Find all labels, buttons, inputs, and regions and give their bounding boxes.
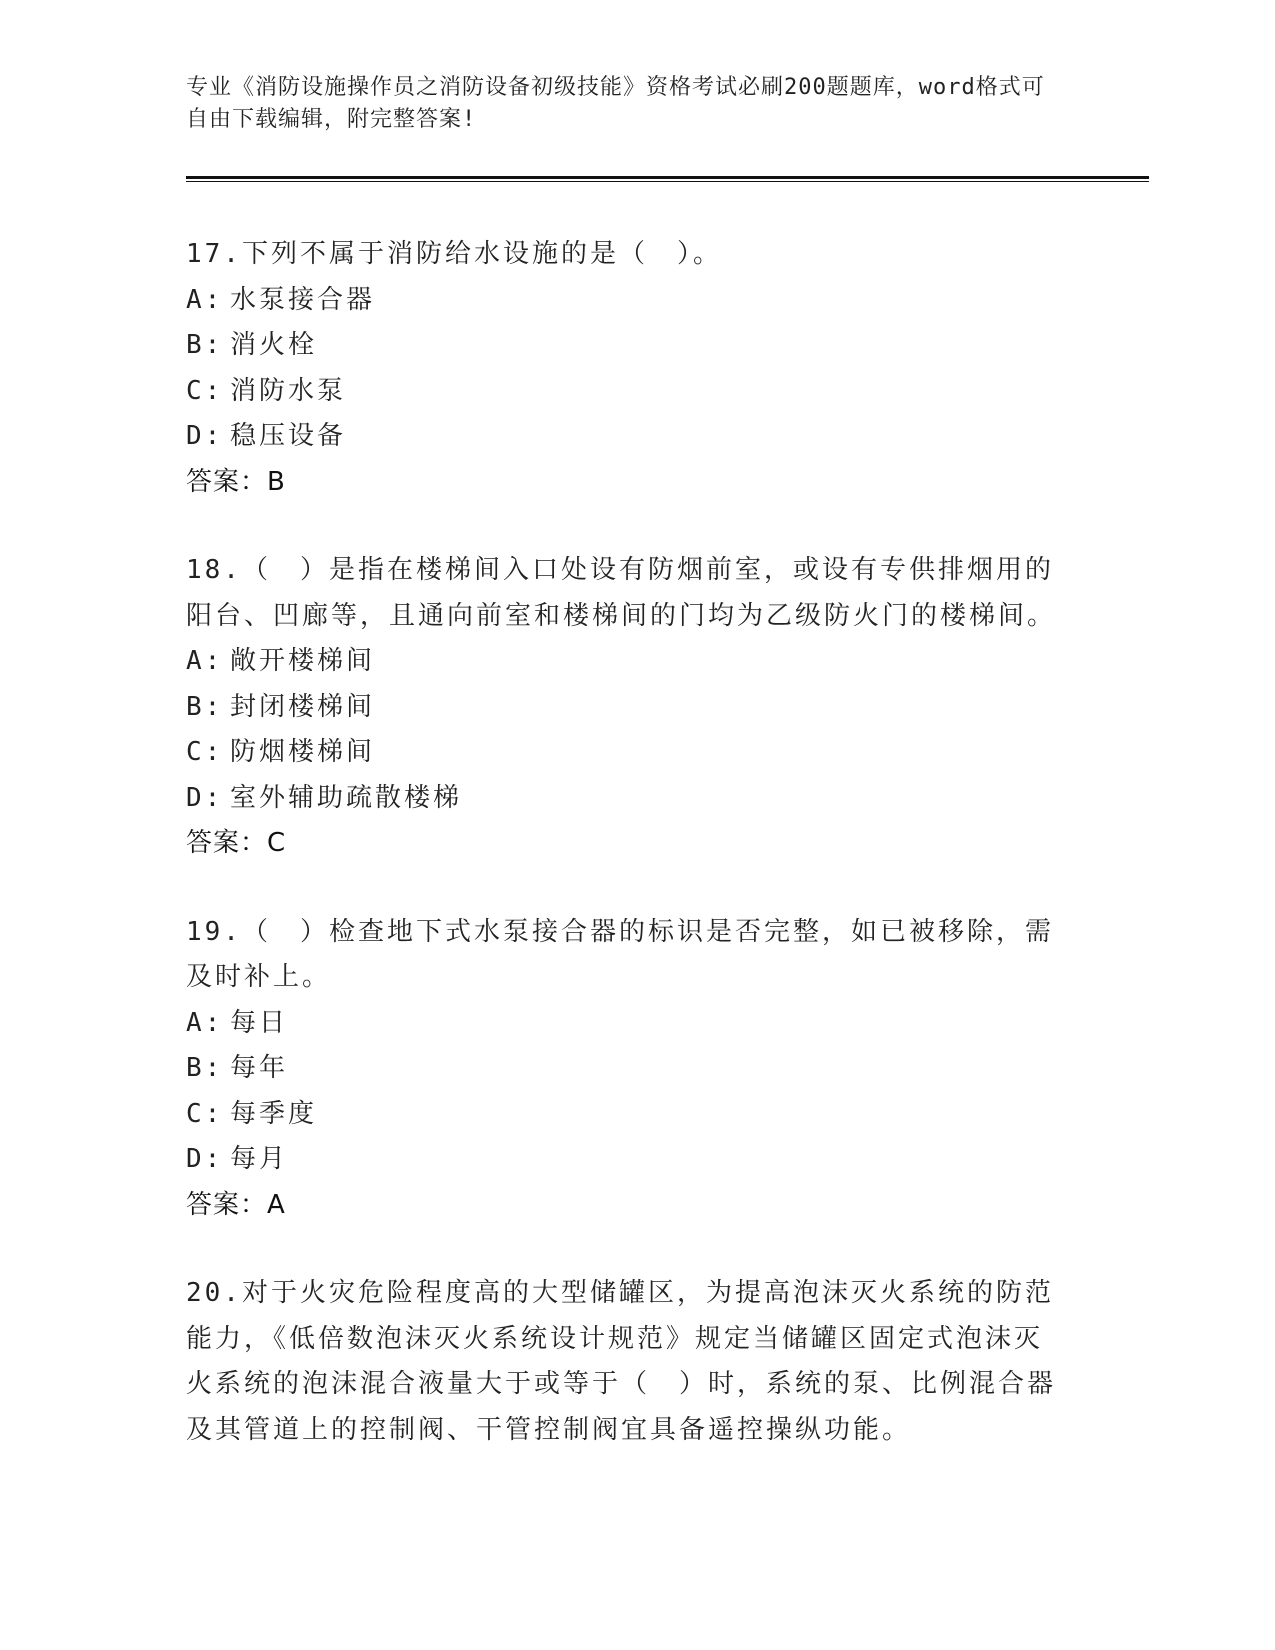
header-divider (186, 176, 1149, 182)
option-a (186, 1001, 1066, 1047)
option-c (186, 369, 1066, 415)
option-text: 室外辅助疏散楼梯 (230, 782, 463, 813)
option-b (186, 685, 1066, 731)
question-list (186, 232, 1066, 1496)
option-text: 每日 (230, 1007, 289, 1038)
option-letter: C: (186, 737, 224, 767)
question-stem: 20.对于火灾危险程度高的大型储罐区，为提高泡沫灭火系统的防范能力，《低倍数泡沫灭火系统设计规范》规定当储罐区固定式泡沫灭火系统的泡沫混合液量大于或等于（ ）时，系统的泵、比例混合器及其管道上的控制阀、干管控制阀宜具备遥控操纵功能。 (186, 1278, 1057, 1445)
question-19 (186, 910, 1066, 1229)
option-text: 每年 (230, 1053, 289, 1083)
option-letter: B: (186, 691, 224, 722)
question-stem: 18.（ ）是指在楼梯间入口处设有防烟前室，或设有专供排烟用的阳台、凹廊等，且通向前室和楼梯间的门均为乙级防火门的楼梯间。 (186, 555, 1057, 631)
option-text: 封闭楼梯间 (230, 691, 376, 722)
option-letter: A: (186, 284, 224, 315)
option-c (186, 1092, 1066, 1138)
option-letter: C: (186, 375, 224, 406)
option-a (186, 639, 1066, 685)
option-c (186, 730, 1066, 776)
question-stem: 17.下列不属于消防给水设施的是（ ）。 (186, 239, 722, 269)
question-17 (186, 232, 1066, 505)
option-letter: B: (186, 330, 224, 360)
option-letter: D: (186, 421, 224, 451)
option-text: 每季度 (230, 1098, 318, 1129)
option-b (186, 1046, 1066, 1092)
question-stem: 19.（ ）检查地下式水泵接合器的标识是否完整，如已被移除，需及时补上。 (186, 916, 1054, 992)
option-b (186, 323, 1066, 369)
option-text: 消火栓 (230, 330, 318, 360)
question-20 (186, 1271, 1066, 1453)
option-text: 水泵接合器 (230, 284, 376, 315)
option-letter: C: (186, 1098, 224, 1129)
option-text: 防烟楼梯间 (230, 737, 376, 767)
document-header-text: 专业《消防设施操作员之消防设备初级技能》资格考试必刷200题题库，word格式可自由下载编辑，附完整答案! (186, 75, 1045, 132)
option-d (186, 776, 1066, 822)
option-d (186, 1137, 1066, 1183)
option-letter: D: (186, 782, 224, 813)
option-text: 每月 (230, 1144, 289, 1174)
answer-line: 答案：B (186, 466, 286, 497)
answer-line: 答案：A (186, 1189, 286, 1220)
option-letter: A: (186, 646, 224, 676)
question-18 (186, 548, 1066, 867)
option-letter: B: (186, 1053, 224, 1083)
option-text: 消防水泵 (230, 375, 347, 406)
option-d (186, 414, 1066, 460)
option-a (186, 278, 1066, 324)
option-text: 稳压设备 (230, 421, 347, 451)
option-letter: D: (186, 1144, 224, 1174)
answer-line: 答案：C (186, 828, 287, 858)
option-letter: A: (186, 1007, 224, 1038)
option-text: 敞开楼梯间 (230, 646, 376, 676)
